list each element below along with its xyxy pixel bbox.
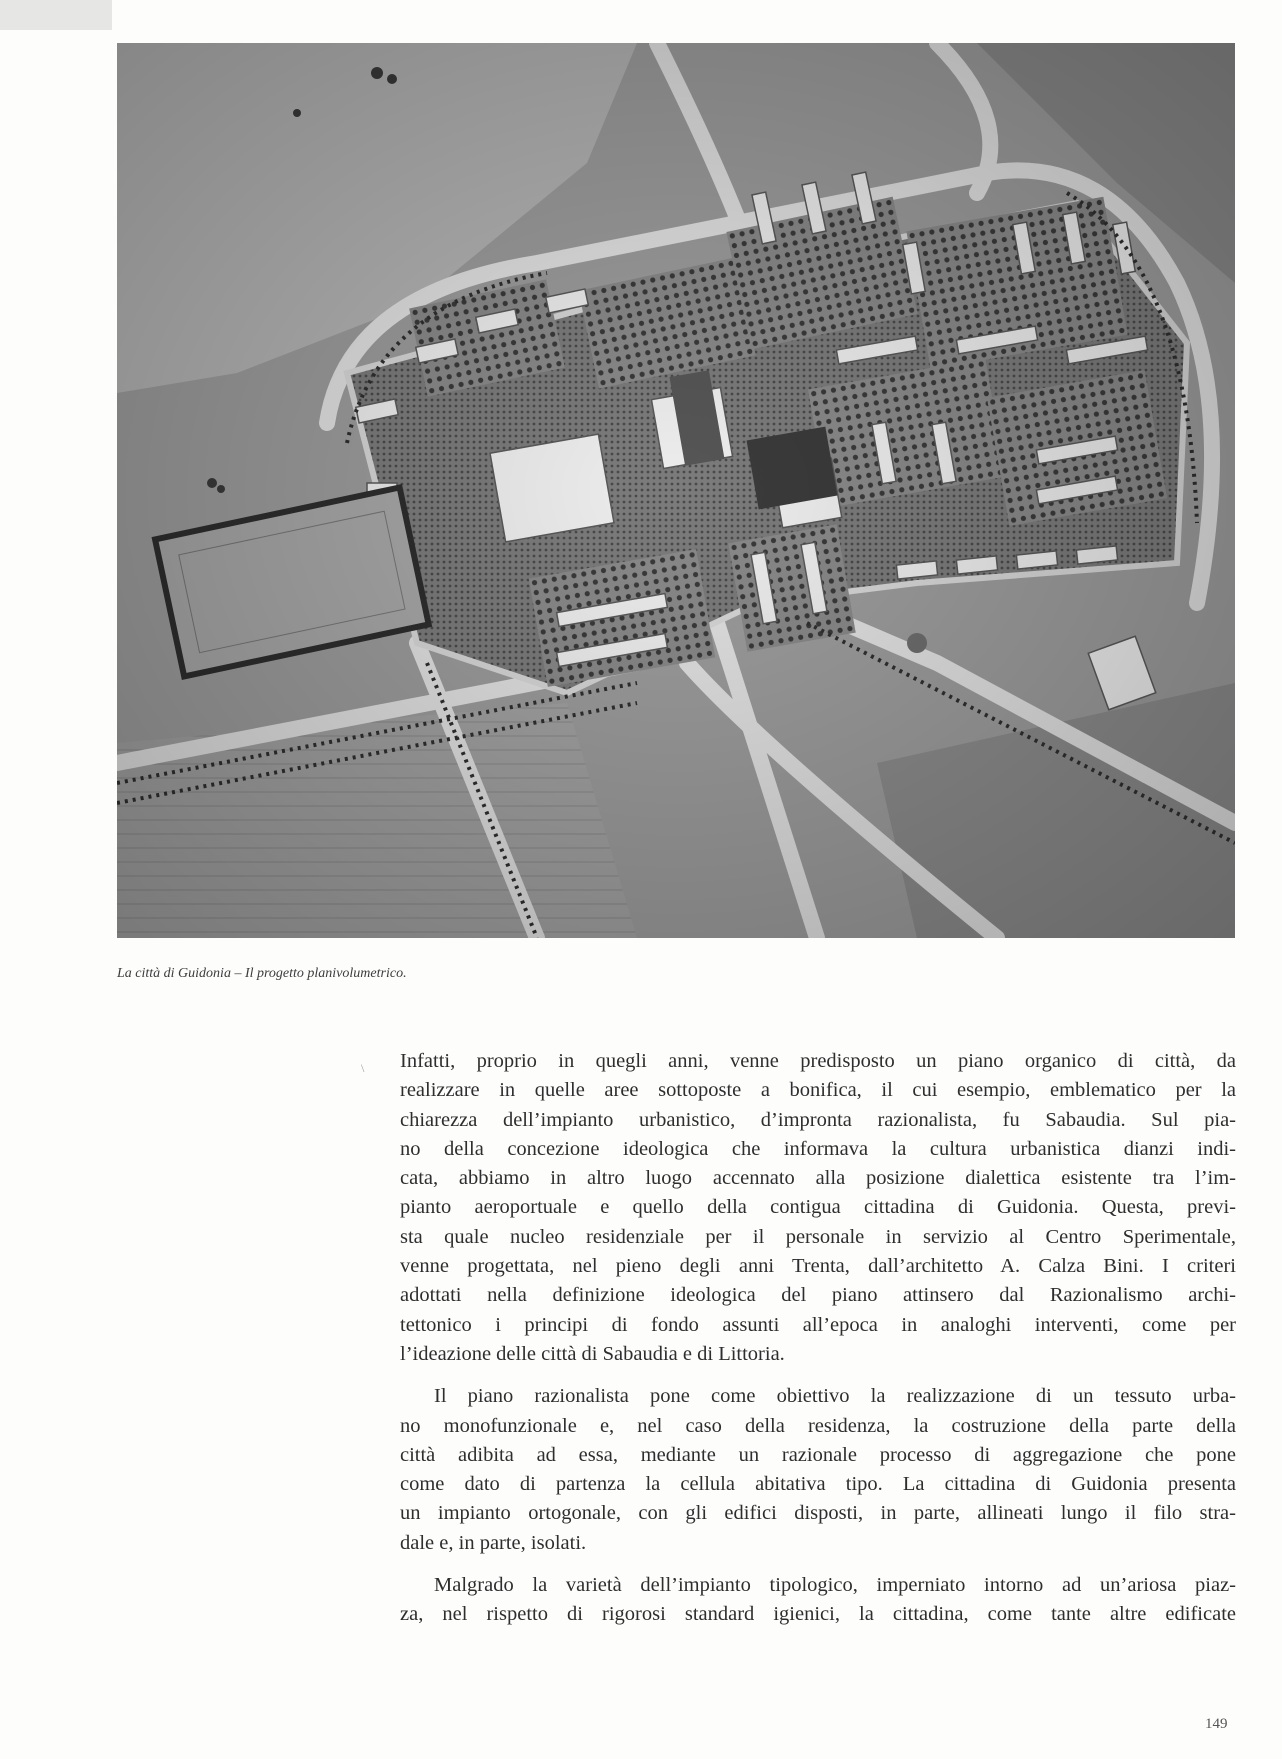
paragraph-2 xyxy=(400,1382,1236,1558)
city-plan-figure xyxy=(117,43,1235,938)
scan-edge xyxy=(0,0,112,30)
text-line: realizzare in quelle aree sottoposte a bonifica, il cui esempio, emblematico per la xyxy=(400,1079,1236,1102)
text-line: adottati nella definizione ideologica del piano attinsero dal Razionalismo archi- xyxy=(400,1284,1236,1307)
city-plan-aerial-drawing-icon xyxy=(117,43,1235,938)
page-number: 149 xyxy=(1205,1716,1228,1732)
text-line: Infatti, proprio in quegli anni, venne predisposto un piano organico di città, da xyxy=(400,1050,1236,1072)
text-line: l’ideazione delle città di Sabaudia e di Littoria. xyxy=(400,1342,785,1365)
text-line: za, nel rispetto di rigorosi standard igienici, la cittadina, come tante altre edificate xyxy=(400,1603,1236,1626)
text-line: città adibita ad essa, mediante un razionale processo di aggregazione che pone xyxy=(400,1443,1236,1466)
stray-scan-mark: \ xyxy=(361,1061,365,1075)
text-line: come dato di partenza la cellula abitativa tipo. La cittadina di Guidonia presenta xyxy=(400,1473,1236,1496)
text-line: pianto aeroportuale e quello della contigua cittadina di Guidonia. Questa, previ- xyxy=(400,1196,1236,1219)
text-line: tettonico i principi di fondo assunti all’epoca in analoghi interventi, come per xyxy=(400,1313,1236,1336)
body-text xyxy=(400,1047,1236,1630)
paragraph-1 xyxy=(400,1047,1236,1369)
figure-caption: La città di Guidonia – Il progetto planivolumetrico. xyxy=(117,966,407,981)
text-line: chiarezza dell’impianto urbanistico, d’impronta razionalista, fu Sabaudia. Sul pia- xyxy=(400,1108,1236,1131)
text-line: cata, abbiamo in altro luogo accennato alla posizione dialettica esistente tra l’im- xyxy=(400,1167,1236,1190)
text-line: no della concezione ideologica che informava la cultura urbanistica dianzi indi- xyxy=(400,1137,1236,1160)
text-line: no monofunzionale e, nel caso della residenza, la costruzione della parte della xyxy=(400,1414,1236,1437)
text-line: un impianto ortogonale, con gli edifici disposti, in parte, allineati lungo il filo stra- xyxy=(400,1502,1236,1525)
text-line: dale e, in parte, isolati. xyxy=(400,1531,587,1554)
text-line: Il piano razionalista pone come obiettivo la realizzazione di un tessuto urba- xyxy=(434,1385,1236,1408)
paragraph-3 xyxy=(400,1571,1236,1630)
text-line: sta quale nucleo residenziale per il personale in servizio al Centro Sperimentale, xyxy=(400,1225,1236,1248)
text-line: venne progettata, nel pieno degli anni Trenta, dall’architetto A. Calza Bini. I criteri xyxy=(400,1255,1236,1278)
text-line: Malgrado la varietà dell’impianto tipologico, imperniato intorno ad un’ariosa piaz- xyxy=(434,1574,1236,1597)
